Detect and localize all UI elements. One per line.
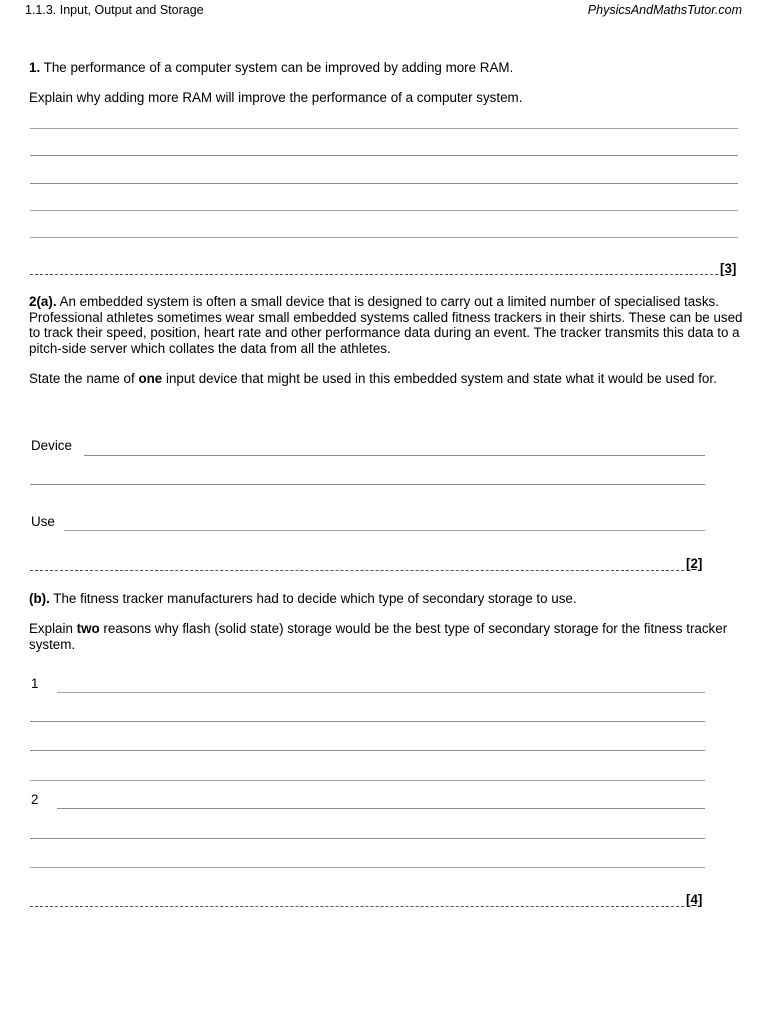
q2a-prompt-part2: input device that might be used in this embedded system and state what it would be used for. <box>162 371 717 386</box>
q2b-statement-text: The fitness tracker manufacturers had to decide which type of secondary storage to use. <box>49 591 577 606</box>
reason-2-answer-line-2[interactable] <box>30 838 705 839</box>
reason-2-answer-line-3[interactable] <box>30 867 705 868</box>
q2b-prompt-part2: reasons why flash (solid state) storage would be the best type of secondary storage for the fitness tracker system. <box>29 621 728 652</box>
q2a-prompt-part1: State the name of <box>29 371 139 386</box>
header-source: PhysicsAndMathsTutor.com <box>587 3 742 17</box>
reason-1-answer-line-4[interactable] <box>30 780 705 781</box>
q1-statement <box>29 60 741 76</box>
q2a-marks: [2] <box>686 556 703 571</box>
header-topic: 1.1.3. Input, Output and Storage <box>25 3 204 17</box>
q2b-prompt-part1: Explain <box>29 621 77 636</box>
device-answer-line-2[interactable] <box>30 484 705 485</box>
reason-1-answer-line-1[interactable] <box>57 692 705 693</box>
use-answer-line-2[interactable] <box>30 570 684 571</box>
use-answer-line[interactable] <box>64 530 705 531</box>
device-answer-line[interactable] <box>84 455 705 456</box>
q2a-paragraph-text: An embedded system is often a small device that is designed to carry out a limited number of specialised tasks. Professional athletes sometimes wear small embedded systems called fitness trackers in their shirts. These can be used to track their speed, position, heart rate and other performance data during an event. The tracker transmits this data to a pitch-side server which collates the data from all the athletes. <box>29 294 743 356</box>
q1-statement-text: The performance of a computer system can be improved by adding more RAM. <box>40 60 514 75</box>
q2b-marks: [4] <box>686 892 703 907</box>
q2b-prompt-emphasis: two <box>76 621 100 636</box>
q2b-number: (b). <box>29 591 50 606</box>
q1-answer-line-6[interactable] <box>30 274 718 275</box>
device-label: Device <box>31 438 72 453</box>
q2a-prompt-emphasis: one <box>138 371 163 386</box>
q2a-number: 2(a). <box>29 294 57 309</box>
q1-answer-line-1[interactable] <box>30 128 738 129</box>
q1-answer-line-5[interactable] <box>30 237 738 238</box>
reason-1-answer-line-3[interactable] <box>30 750 705 751</box>
q1-answer-line-2[interactable] <box>30 155 738 156</box>
reason-2-label: 2 <box>31 792 39 807</box>
q1-answer-line-4[interactable] <box>30 210 738 211</box>
q2a-prompt <box>29 371 745 387</box>
q1-prompt: Explain why adding more RAM will improve the performance of a computer system. <box>29 90 523 105</box>
q1-marks: [3] <box>720 261 737 276</box>
q2a-paragraph <box>29 294 745 356</box>
q2b-statement <box>29 591 745 607</box>
q1-number: 1. <box>29 60 41 75</box>
reason-1-label: 1 <box>31 676 39 691</box>
use-label: Use <box>31 514 55 529</box>
reason-2-answer-line-4[interactable] <box>30 906 684 907</box>
q2b-prompt <box>29 621 745 652</box>
reason-1-answer-line-2[interactable] <box>30 721 705 722</box>
q1-answer-line-3[interactable] <box>30 183 738 184</box>
reason-2-answer-line-1[interactable] <box>57 808 705 809</box>
